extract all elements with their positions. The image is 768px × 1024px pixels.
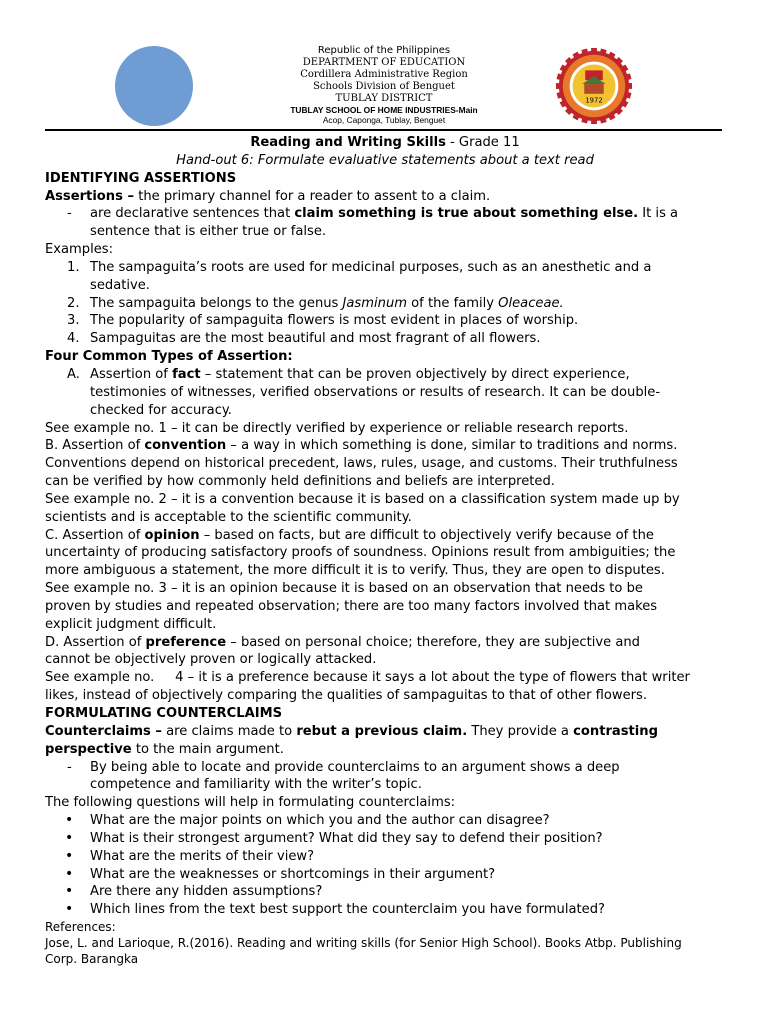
letterhead-line: Republic of the Philippines [317,45,451,56]
handout-body [45,134,725,967]
section-heading: Four Common Types of Assertion: [45,349,293,365]
school-seal-logo [555,46,633,126]
list-item: - By being able to locate and provide counterclaims to an argument shows a deep competence and familiarity with the writer’s topic. [67,759,620,793]
letterhead-text [240,45,528,125]
page-title: Reading and Writing Skills - Grade 11 [250,135,520,150]
header-divider [45,129,722,131]
section-heading: IDENTIFYING ASSERTIONS [45,170,237,186]
letterhead-line: Acop, Caponga, Tublay, Benguet [322,115,446,125]
paragraph: Counterclaims – are claims made to rebut a previous claim. They provide a contrasting perspective to the main argument. [45,723,658,757]
example-note: See example no. 4 – it is a preference because it says a lot about the type of flowers that writer likes, instead of objectively comparing the qualities of sampaguitas to that of other flowers. [45,670,690,704]
questions-intro: The following questions will help in formulating counterclaims: [45,795,456,811]
paragraph: D. Assertion of preference – based on personal choice; therefore, they are subjective and cannot be objectively proven or logically attacked. [45,634,640,668]
letterhead-line: DEPARTMENT OF EDUCATION [302,57,466,68]
list-item: • What are the major points on which you and the author can disagree? [65,812,550,829]
list-item: • Are there any hidden assumptions? [65,883,323,900]
paragraph: B. Assertion of convention – a way in which something is done, similar to traditions and norms. Conventions depend on historical precedent, laws, rules, usage, and customs. Their truthfulness can be verified by how commonly held definitions and beliefs are interpreted. [45,438,678,490]
list-item: • What are the merits of their view? [65,847,315,864]
list-item: • What is their strongest argument? What did they say to defend their position? [65,829,603,846]
list-item: 4. Sampaguitas are the most beautiful and most fragrant of all flowers. [67,331,541,347]
list-item: 3. The popularity of sampaguita flowers is most evident in places of worship. [67,313,579,329]
example-note: See example no. 3 – it is an opinion because it is based on an observation that needs to be proven by studies and repeated observation; there are too many factors involved that makes explicit judgment difficult. [45,581,658,632]
letterhead [0,0,768,132]
list-item: 1. The sampaguita’s roots are used for medicinal purposes, such as an anesthetic and a sedative. [67,259,652,293]
paragraph: C. Assertion of opinion – based on facts, but are difficult to objectively verify because of the uncertainty of producing satisfactory proofs of soundness. Opinions result from ambiguities; the more ambiguous a statement, the more difficult it is to verify. Thus, they are open to disputes. [45,527,676,579]
letterhead-line: TUBLAY SCHOOL OF HOME INDUSTRIES-Main [290,105,478,115]
seal-year: 1972 [585,96,603,105]
assertions-definition: Assertions – the primary channel for a reader to assent to a claim. [45,188,491,204]
example-note: See example no. 2 – it is a convention because it is based on a classification system made up by scientists and is acceptable to the scientific community. [45,491,680,525]
page-subtitle: Hand-out 6: Formulate evaluative statements about a text read [176,152,594,168]
letterhead-line: TUBLAY DISTRICT [335,93,433,104]
letterhead-line: Cordillera Administrative Region [300,69,468,80]
list-item: - are declarative sentences that claim something is true about something else. It is a sentence that is either true or false. [67,206,679,240]
list-item: • What are the weaknesses or shortcomings in their argument? [65,865,496,882]
list-item: 2. The sampaguita belongs to the genus Jasminum of the family Oleaceae. [67,295,564,311]
list-item: • Which lines from the text best support the counterclaim you have formulated? [65,901,605,918]
references: References: Jose, L. and Larioque, R.(2016). Reading and writing skills (for Senior High School). Books Atbp. Publishing Corp. Barangka [45,920,682,967]
list-item: A. Assertion of fact – statement that can be proven objectively by direct experience, testimonies of witnesses, verified observations or results of research. It can be double- checked for accuracy. [67,366,661,418]
examples-label: Examples: [45,242,114,258]
deped-seal-logo [115,46,193,126]
example-note: See example no. 1 – it can be directly verified by experience or reliable research reports. [45,420,629,436]
letterhead-line: Schools Division of Benguet [313,81,455,92]
section-heading: FORMULATING COUNTERCLAIMS [45,706,283,721]
